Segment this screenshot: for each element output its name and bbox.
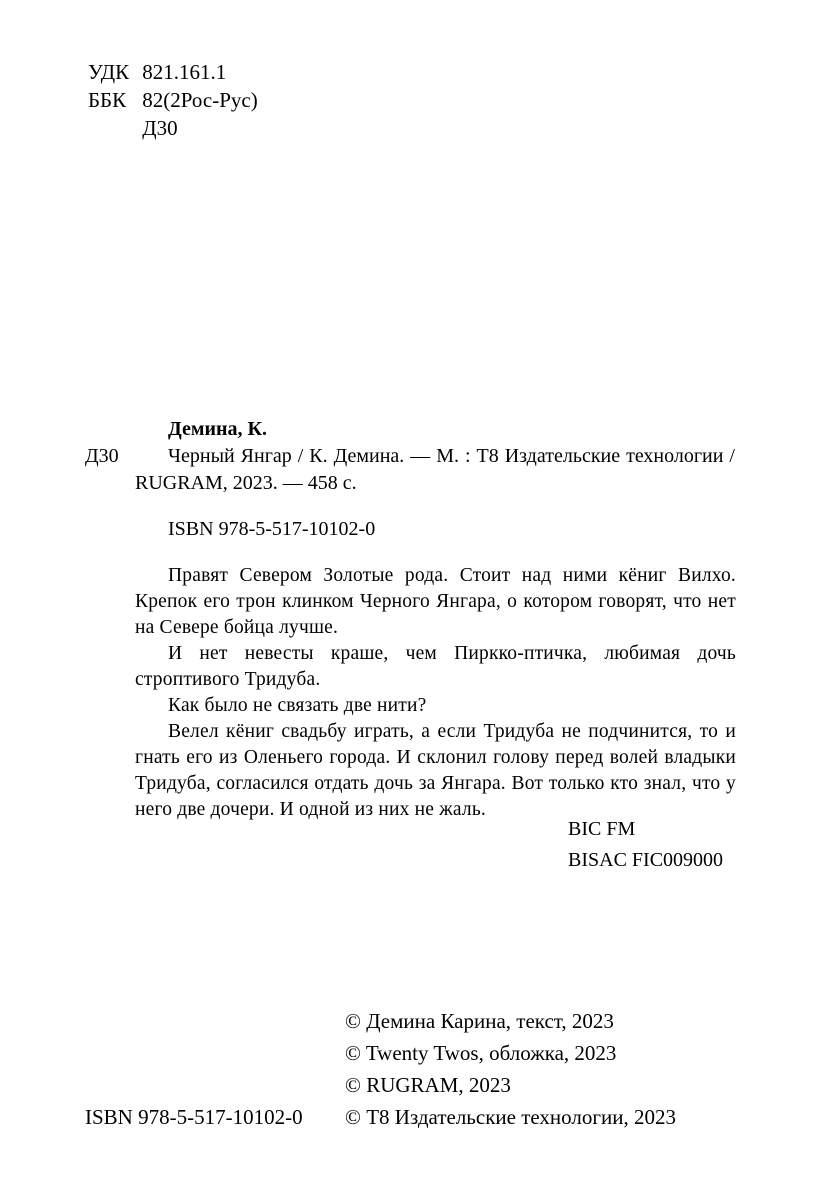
annotation-paragraph-1: Правят Севером Золотые рода. Стоит над ними кёниг Вилхо. Крепок его трон клинком Черного Янгара, о котором говорят, что нет на Севере бойца лучше. — [135, 565, 736, 638]
annotation — [135, 563, 736, 823]
bib-margin-code: Д30 — [85, 445, 119, 467]
copyright-line-author: © Демина Карина, текст, 2023 — [345, 1009, 614, 1033]
header-codes — [88, 58, 258, 142]
bic-code: BIC FM — [568, 818, 636, 840]
copyright-line-cover: © Twenty Twos, обложка, 2023 — [345, 1041, 617, 1065]
copyright-line-publisher: © Т8 Издательские технологии, 2023 — [345, 1105, 676, 1129]
isbn-bottom: ISBN 978-5-517-10102-0 — [85, 1105, 303, 1129]
annotation-paragraph-2: И нет невесты краше, чем Пиркко-птичка, любимая дочь строптивого Тридуба. — [135, 643, 736, 690]
copyright-line-rugram: © RUGRAM, 2023 — [345, 1073, 511, 1097]
copyright-block — [345, 1005, 676, 1133]
udk-value: 821.161.1 — [142, 60, 227, 84]
udk-code-row — [88, 58, 258, 86]
bibliographic-entry — [85, 416, 735, 497]
author-sign-code: Д30 — [142, 116, 178, 140]
bisac-code: BISAC FIC009000 — [568, 849, 724, 871]
udk-label: УДК — [88, 60, 130, 84]
isbn-top: ISBN 978-5-517-10102-0 — [168, 518, 376, 540]
author-sign-row — [88, 114, 258, 142]
annotation-paragraph-4: Велел кёниг свадьбу играть, а если Тридуба не подчинится, то и гнать его из Оленьего города. И склонил голову перед волей владыки Тридуба, согласился отдать дочь за Янгара. Вот только кто знал, что у него две дочери. И одной из них не жаль. — [135, 721, 736, 820]
bbk-value: 82(2Рос-Рус) — [142, 88, 258, 112]
bib-text: Черный Янгар / К. Демина. — М. : Т8 Издательские технологии / RUGRAM, 2023. — 458 с. — [135, 445, 735, 494]
bbk-label: ББК — [88, 88, 127, 112]
bib-author: Демина, К. — [168, 418, 268, 440]
bib-body — [85, 443, 735, 497]
annotation-paragraph-3: Как было не связать две нити? — [168, 695, 427, 716]
classification-block — [568, 814, 723, 876]
bbk-code-row — [88, 86, 258, 114]
